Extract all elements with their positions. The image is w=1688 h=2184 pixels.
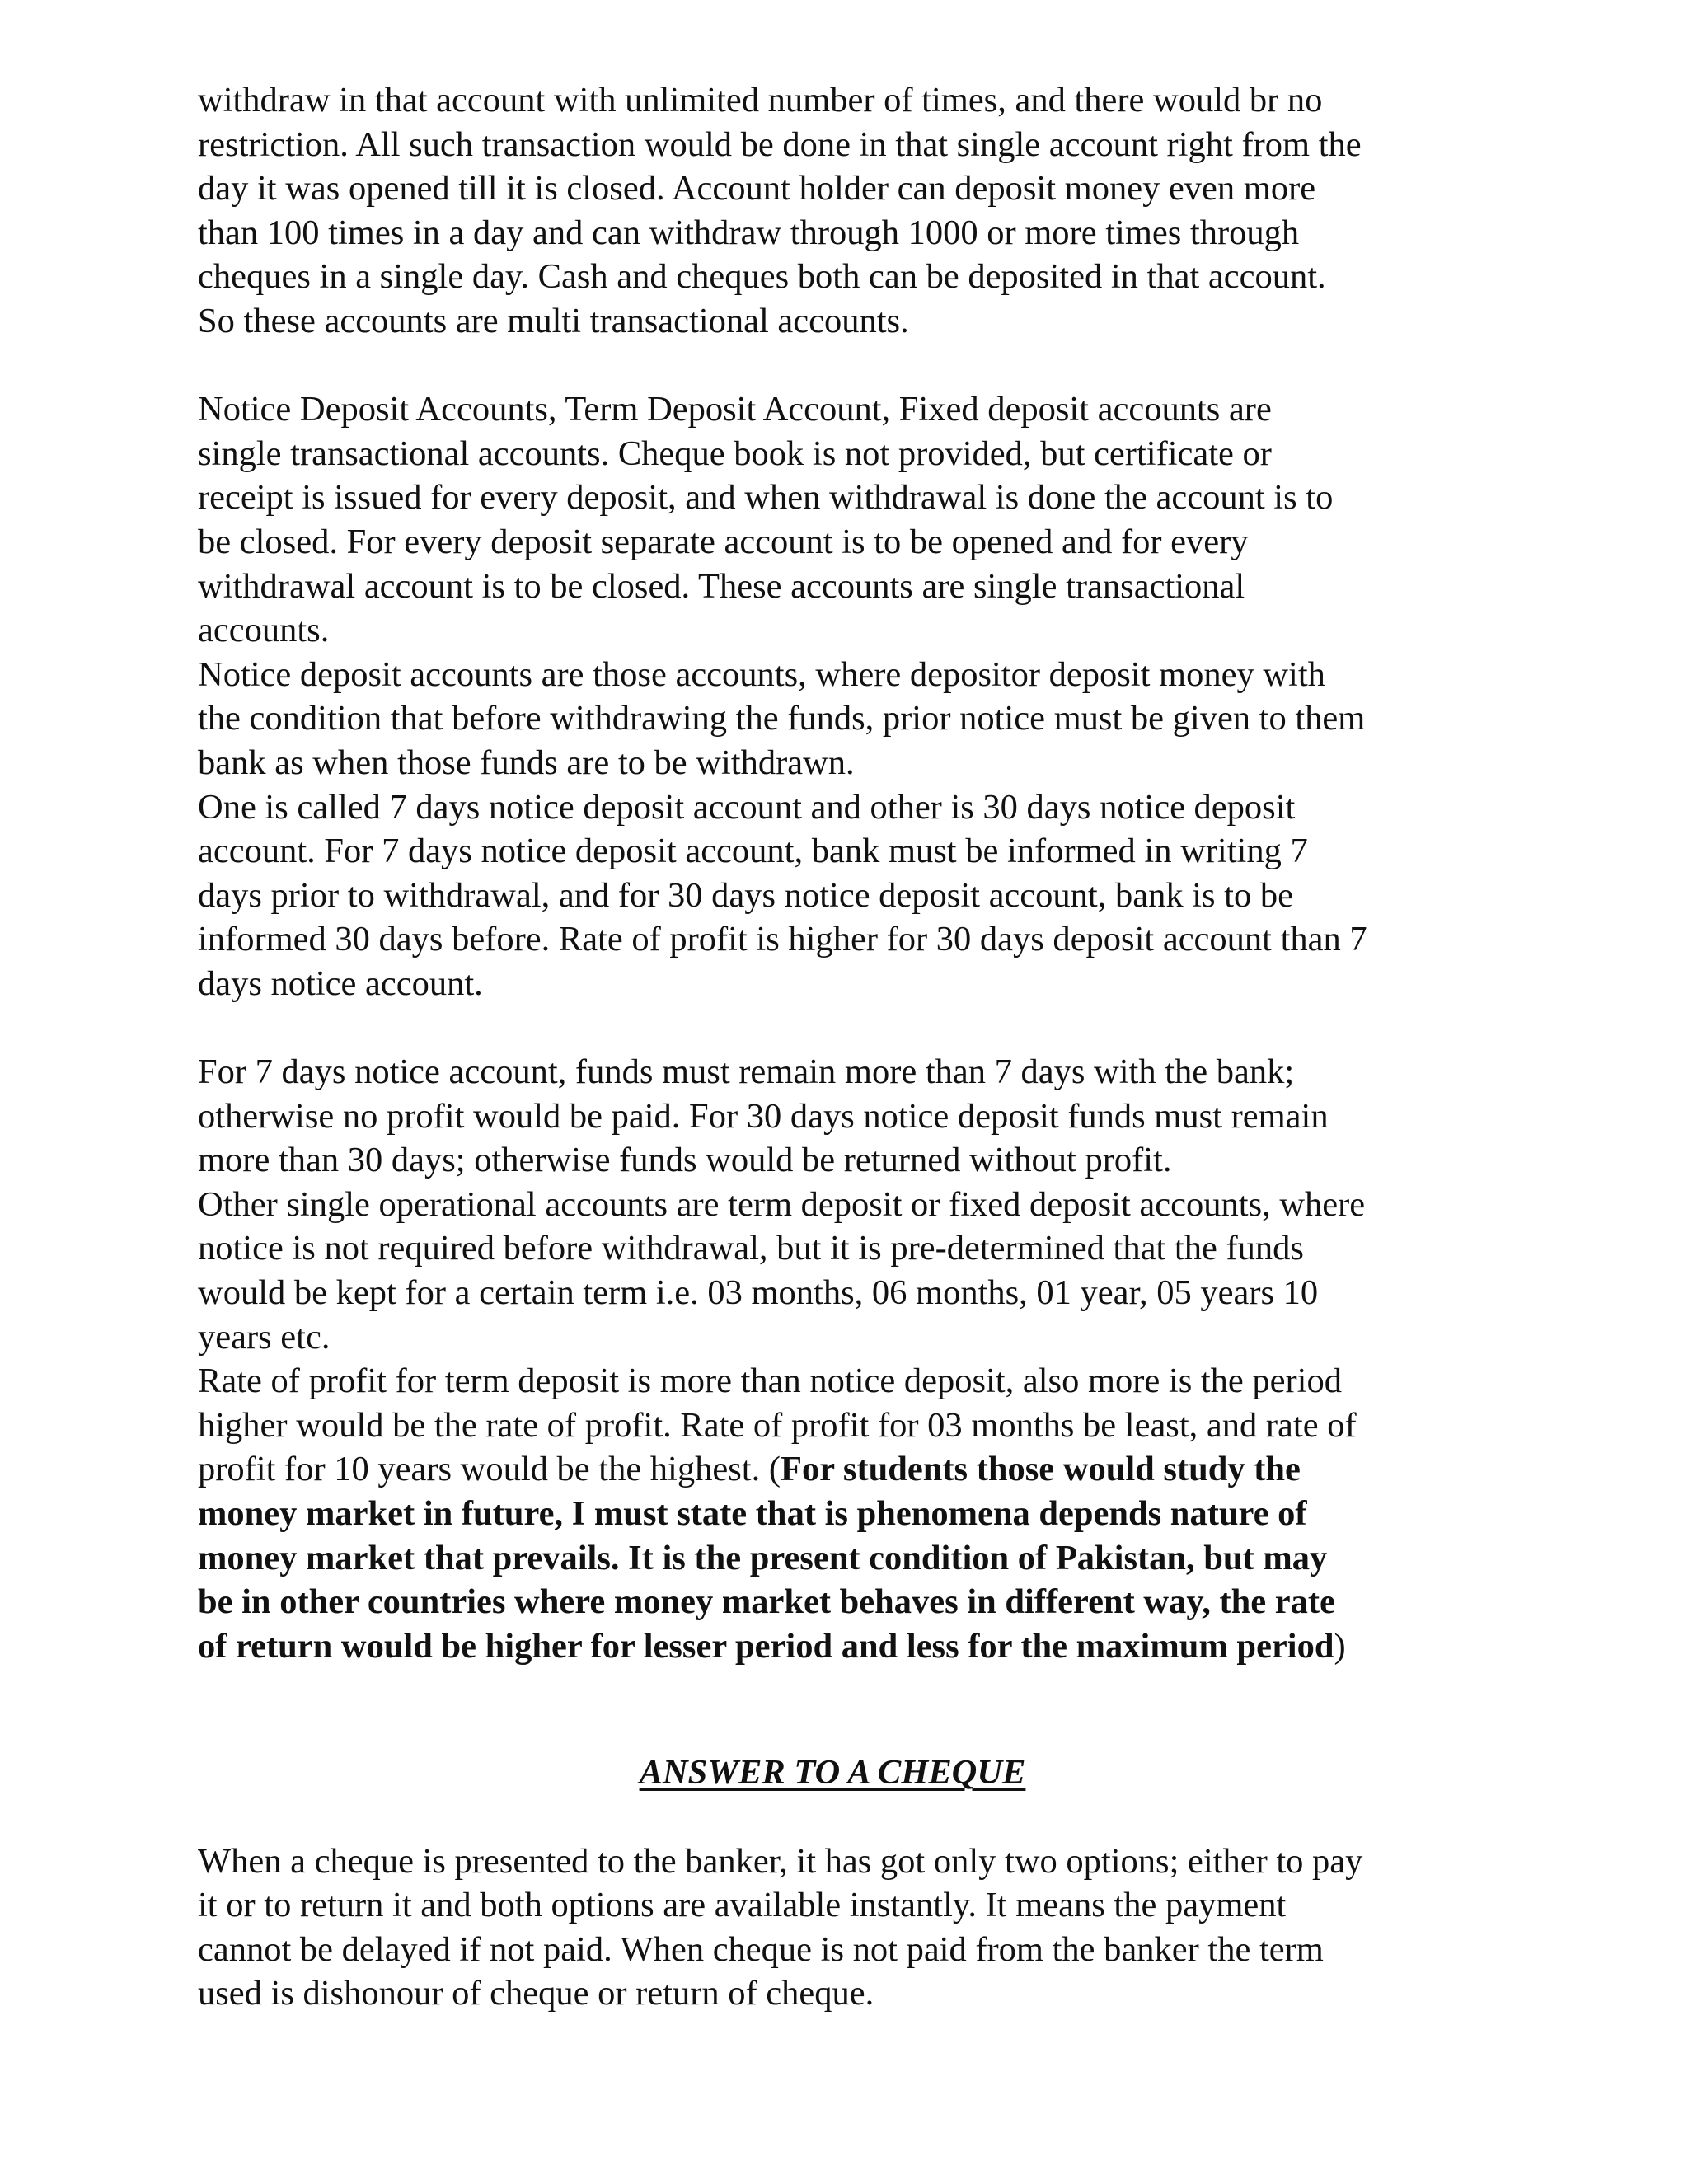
text-line: the condition that before withdrawing the funds, prior notice must be given to them — [198, 699, 1366, 738]
text-line: Rate of profit for term deposit is more than notice deposit, also more is the period — [198, 1361, 1342, 1401]
text-line: Notice Deposit Accounts, Term Deposit Account, Fixed deposit accounts are — [198, 390, 1272, 429]
paragraph-term-deposit — [198, 1050, 1500, 1668]
document-page — [198, 78, 1500, 2016]
paragraph-answer-to-cheque — [198, 1840, 1500, 2016]
text-line: day it was opened till it is closed. Account holder can deposit money even more — [198, 169, 1316, 209]
text-line: For 7 days notice account, funds must remain more than 7 days with the bank; — [198, 1052, 1295, 1092]
text-line: used is dishonour of cheque or return of cheque. — [198, 1974, 874, 2013]
text-line: otherwise no profit would be paid. For 30 days notice deposit funds must remain — [198, 1096, 1329, 1136]
section-heading: ANSWER TO A CHEQUE — [639, 1753, 1026, 1793]
text-line: it or to return it and both options are available instantly. It means the payment — [198, 1886, 1287, 1925]
text-line: accounts. — [198, 611, 330, 650]
text-line: When a cheque is presented to the banker, it has got only two options; either to pay — [198, 1841, 1363, 1881]
text-line: Notice deposit accounts are those accounts, where depositor deposit money with — [198, 654, 1325, 694]
heading-gap — [198, 1795, 1500, 1840]
section-gap — [198, 1668, 1500, 1750]
text-line: than 100 times in a day and can withdraw through 1000 or more times through — [198, 213, 1300, 252]
paragraph-gap — [198, 344, 1500, 388]
text-line: cannot be delayed if not paid. When cheque is not paid from the banker the term — [198, 1929, 1324, 1969]
text-line: informed 30 days before. Rate of profit is higher for 30 days deposit account than 7 — [198, 920, 1367, 959]
text-line: bank as when those funds are to be withdrawn. — [198, 743, 855, 782]
text-line: single transactional accounts. Cheque book is not provided, but certificate or — [198, 434, 1272, 473]
text-line: account. For 7 days notice deposit account, bank must be informed in writing 7 — [198, 832, 1308, 871]
text-line: One is called 7 days notice deposit account and other is 30 days notice deposit — [198, 787, 1296, 827]
text-line: years etc. — [198, 1317, 331, 1357]
text-line: notice is not required before withdrawal, but it is pre-determined that the funds — [198, 1229, 1304, 1268]
bold-note-text: For students those would study the — [780, 1450, 1301, 1489]
text-line: days notice account. — [198, 963, 483, 1003]
bold-note-line: be in other countries where money market behaves in different way, the rate — [198, 1582, 1335, 1622]
text-line — [198, 1624, 1500, 1669]
bold-note-text: of return would be higher for lesser period and less for the maximum period — [198, 1626, 1334, 1666]
plain-text: ) — [1334, 1626, 1346, 1666]
paragraph-multi-transactional — [198, 78, 1500, 344]
bold-note-line: money market that prevails. It is the present condition of Pakistan, but may — [198, 1538, 1328, 1577]
paragraph-notice-deposit — [198, 387, 1500, 1005]
text-line: more than 30 days; otherwise funds would be returned without profit. — [198, 1141, 1172, 1180]
text-line: days prior to withdrawal, and for 30 days notice deposit account, bank is to be — [198, 875, 1293, 915]
paragraph-gap — [198, 1005, 1500, 1050]
text-line: So these accounts are multi transactional accounts. — [198, 301, 909, 340]
text-line: withdraw in that account with unlimited number of times, and there would br no — [198, 81, 1323, 120]
text-line: cheques in a single day. Cash and cheques both can be deposited in that account. — [198, 257, 1326, 297]
plain-text: profit for 10 years would be the highest. ( — [198, 1450, 781, 1489]
text-line: withdrawal account is to be closed. These accounts are single transactional — [198, 566, 1245, 606]
text-line: be closed. For every deposit separate account is to be opened and for every — [198, 522, 1249, 561]
text-line: would be kept for a certain term i.e. 03 months, 06 months, 01 year, 05 years 10 — [198, 1273, 1319, 1313]
text-line: higher would be the rate of profit. Rate of profit for 03 months be least, and rate of — [198, 1405, 1357, 1445]
bold-note-line: money market in future, I must state that is phenomena depends nature of — [198, 1494, 1307, 1533]
text-line: Other single operational accounts are term deposit or fixed deposit accounts, where — [198, 1184, 1366, 1224]
text-line: restriction. All such transaction would be done in that single account right from the — [198, 124, 1362, 164]
text-line: receipt is issued for every deposit, and when withdrawal is done the account is to — [198, 478, 1334, 518]
text-line — [198, 1447, 1500, 1492]
